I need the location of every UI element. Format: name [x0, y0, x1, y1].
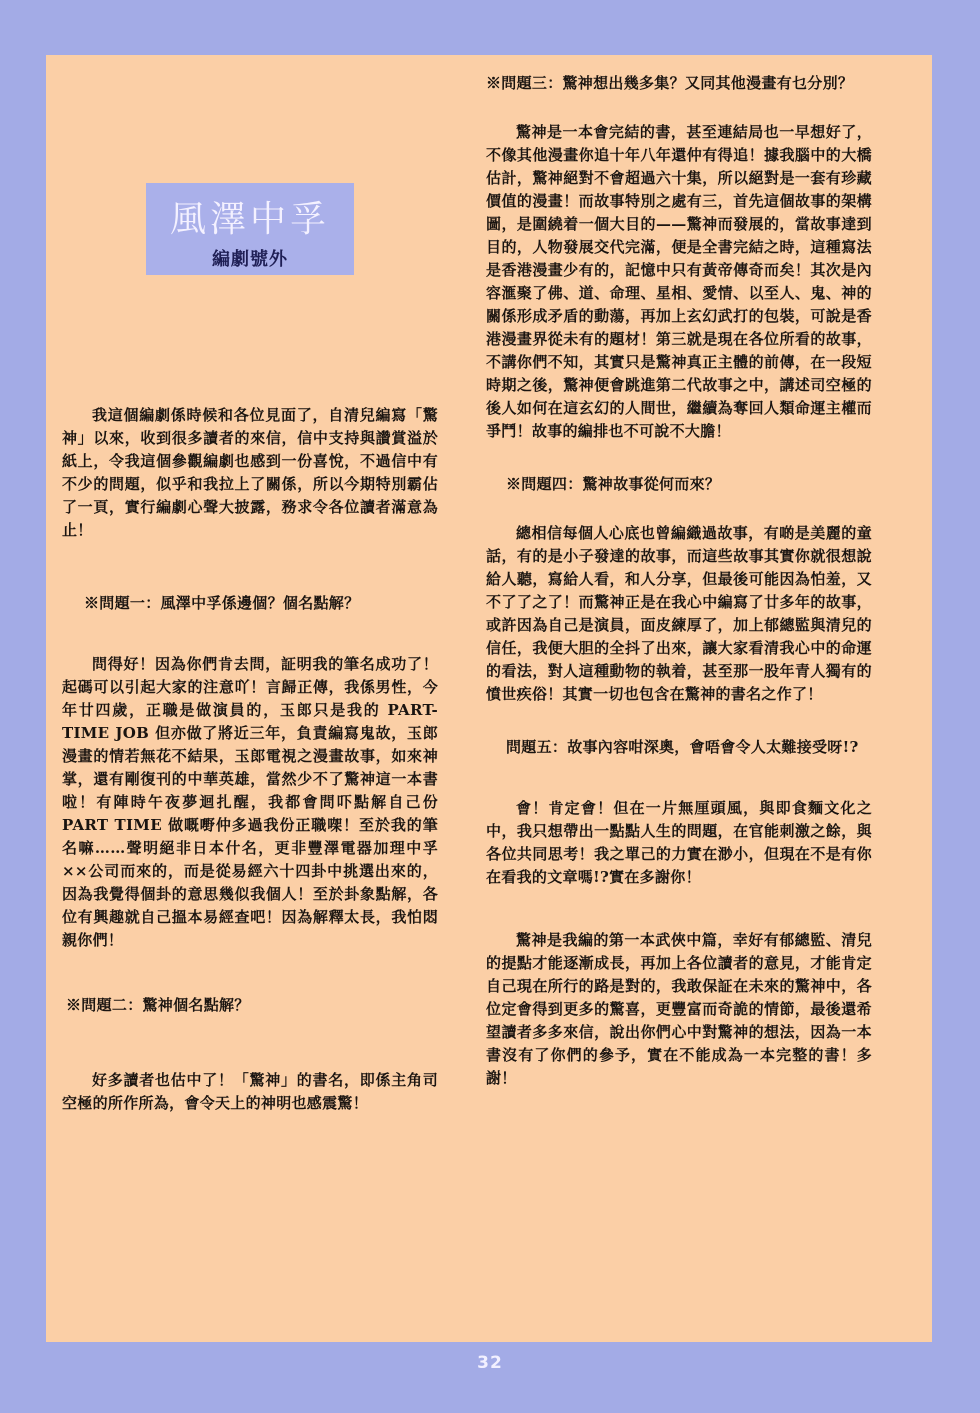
- answer-1: 問得好！因為你們肯去問，証明我的筆名成功了！起碼可以引起大家的注意吖！言歸正傳，我係男性，今年廿四歲，正職是做演員的，玉郎只是我的 PART-TIME JOB 但亦做了將近三年，負責編寫鬼故，玉郎漫畫的情若無花不結果，玉郎電視之漫畫故事，如來神掌，還有剛復刊的中華英雄，當然少不了驚神這一本書啦！有陣時午夜夢迴扎醒，我都會問吓點解自己份 PART TIME 做嘅嘢仲多過我份正職㗎！至於我的筆名嘛……聲明絕非日本什名，更非豐澤電器加理中孚××公司而來的，而是從易經六十四卦中挑選出來的，因為我覺得個卦的意思幾似我個人！至於卦象點解，各位有興趣就自己搵本易經查吧！因為解釋太長，我怕悶親你們！: [62, 655, 438, 949]
- page-number: 32: [477, 1353, 503, 1373]
- intro-paragraph: 我這個編劇係時候和各位見面了，自清兒編寫「驚神」以來，收到很多讀者的來信，信中支持與讚賞溢於紙上，令我這個參觀編劇也感到一份喜悅，不過信中有不少的問題，似乎和我拉上了關係，所以今期特別霸佔了一頁，實行編劇心聲大披露，務求令各位讀者滿意為止！: [62, 406, 438, 539]
- answer-4: 總相信每個人心底也曾編織過故事，有啲是美麗的童話，有的是小子發達的故事，而這些故事其實你就很想說給人聽，寫給人看，和人分享，但最後可能因為怕羞，又不了了之了！而驚神正是在我心中編寫了廿多年的故事，或許因為自己是演員，面皮練厚了，加上郁總監與清兒的信任，我便大胆的全抖了出來，讓大家看清我心中的命運的看法，對人這種動物的執着，甚至那一股年青人獨有的憤世疾俗！其實一切也包含在驚神的書名之作了！: [486, 524, 872, 703]
- page-subtitle: 編劇號外: [212, 249, 288, 270]
- answer-3: 驚神是一本會完結的書，甚至連結局也一早想好了，不像其他漫畫你追十年八年還仲有得追！據我腦中的大橋估計，驚神絕對不會超過六十集，所以絕對是一套有珍藏價值的漫畫！而故事特別之處有三，首先這個故事的架構圖，是圍繞着一個大目的——驚神而發展的，當故事達到目的，人物發展交代完滿，便是全書完結之時，這種寫法是香港漫畫少有的，記憶中只有黃帝傳奇而矣！其次是內容滙聚了佛、道、命理、星相、愛情、以至人、鬼、神的關係形成矛盾的動蕩，再加上玄幻武打的包裝，可說是香港漫畫界從未有的題材！第三就是現在各位所看的故事，不講你們不知，其實只是驚神真正主體的前傳，在一段短時期之後，驚神便會跳進第二代故事之中，講述司空極的後人如何在這玄幻的人間世，繼續為奪回人類命運主權而爭鬥！故事的編排也不可說不大膽！: [486, 123, 872, 440]
- title-box: [146, 183, 354, 275]
- question-5: 問題五：故事內容咁深奧，會唔會令人太難接受呀!?: [506, 738, 859, 756]
- question-1: ※問題一：風澤中孚係邊個？個名點解？: [84, 594, 360, 612]
- question-4: ※問題四：驚神故事從何而來？: [506, 475, 721, 493]
- answer-2: 好多讀者也估中了！「驚神」的書名，即係主角司空極的所作所為，會令天上的神明也感震驚！: [62, 1071, 438, 1112]
- outro-paragraph: 驚神是我編的第一本武俠中篇，幸好有郁總監、清兒的提點才能逐漸成長，再加上各位讀者的意見，才能肯定自己現在所行的路是對的，我敢保証在未來的驚神中，各位定會得到更多的驚喜，更豐富而奇詭的情節，最後還希望讀者多多來信，說出你們心中對驚神的想法，因為一本書沒有了你們的參予，實在不能成為一本完整的書！多謝！: [486, 931, 872, 1087]
- right-column: [486, 72, 872, 1090]
- left-column: [62, 404, 438, 1115]
- page-title: 風澤中孚: [169, 199, 330, 240]
- question-3: ※問題三：驚神想出幾多集？又同其他漫畫有乜分別？: [486, 74, 854, 92]
- answer-5: 會！肯定會！但在一片無厘頭風，與即食麵文化之中，我只想帶出一點點人生的問題，在官能刺激之餘，與各位共同思考！我之單己的力實在渺小，但現在不是有你在看我的文章嗎!?實在多謝你！: [486, 799, 872, 886]
- question-2: ※問題二：驚神個名點解？: [66, 996, 250, 1014]
